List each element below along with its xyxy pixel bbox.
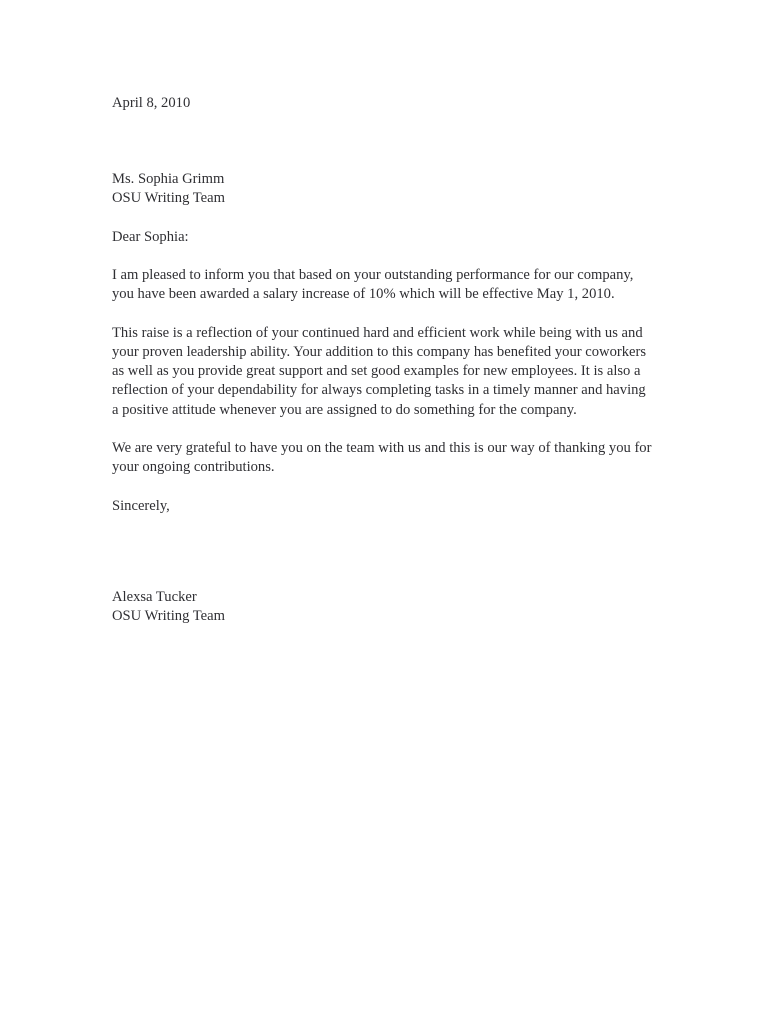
letter-date: April 8, 2010 <box>112 95 191 111</box>
signature-space <box>112 516 654 588</box>
paragraph-spacer-2 <box>112 420 654 439</box>
sender-organization: OSU Writing Team <box>112 607 225 624</box>
letter-body <box>112 94 654 626</box>
recipient-organization: OSU Writing Team <box>112 190 225 207</box>
body-paragraph-3: We are very grateful to have you on the team with us and this is our way of thanking you for your ongoing contributions. <box>112 439 652 476</box>
recipient-name: Ms. Sophia Grimm <box>112 171 225 188</box>
closing-salutation: Sincerely, <box>112 497 170 514</box>
paragraph-spacer-1 <box>112 305 654 324</box>
salutation: Dear Sophia: <box>112 228 189 245</box>
salutation-body-spacer <box>112 247 654 266</box>
address-salutation-spacer <box>112 209 654 228</box>
paragraph-closing-spacer <box>112 477 654 496</box>
body-paragraph-1: I am pleased to inform you that based on your outstanding performance for our company, you have been awarded a salary increase of 10% which will be effective May 1, 2010. <box>112 267 634 303</box>
date-address-spacer <box>112 113 654 170</box>
sender-name: Alexsa Tucker <box>112 588 197 605</box>
body-paragraph-2: This raise is a reflection of your continued hard and efficient work while being with us and your proven leadership ability. Your addition to this company has benefited your coworkers as well as you provide great support and set good examples for new employees. It is also a reflection of your dependability for always completing tasks in a timely manner and having a positive attitude whenever you are assigned to do something for the company. <box>112 324 647 418</box>
